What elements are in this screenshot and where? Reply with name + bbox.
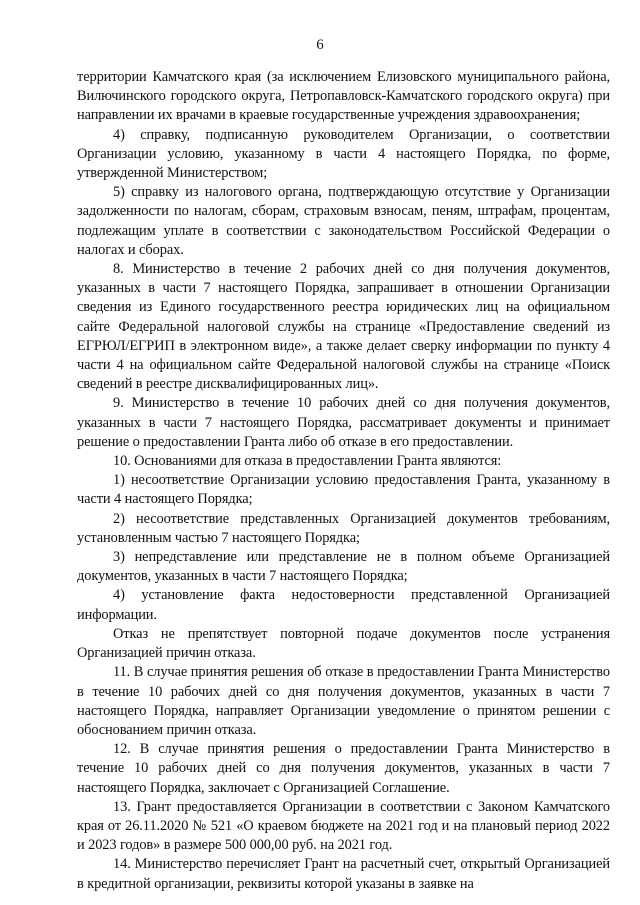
page-number: 6 (316, 37, 324, 53)
paragraph-continuation: территории Камчатского края (за исключением Елизовского муниципального района, Вилючинского городского округа, Петропавловск-Камчатского городского округа) при направлении их врачами в краевые государственные учреждения здравоохранения; (77, 69, 610, 124)
paragraph-refusal-reason-2: 2) несоответствие представленных Организацией документов требованиям, установленным частью 7 настоящего Порядка; (77, 510, 610, 546)
paragraph-refusal-note: Отказ не препятствует повторной подаче документов после устранения Организацией причин отказа. (77, 625, 610, 662)
paragraph-item-5-tax-certificate: 5) справку из налогового органа, подтверждающую отсутствие у Организации задолженности по налогам, сборам, страховым взносам, пеням, штрафам, процентам, подлежащим уплате в соответствии с законодательством Российской Федерации о налогах и сборах. (77, 184, 610, 258)
paragraph-section-13: 13. Грант предоставляется Организации в соответствии с Законом Камчатского края от 26.11.2020 № 521 «О краевом бюджете на 2021 год и на плановый период 2022 и 2023 годов» в размере 500 000,00 руб. на 2021 год. (77, 798, 610, 854)
paragraph-refusal-reason-3: 3) непредставление или представление не в полном объеме Организацией документов, указанных в части 7 настоящего Порядка; (77, 549, 610, 585)
paragraph-refusal-reason-4: 4) установление факта недостоверности представленной Организацией информации. (77, 587, 610, 623)
paragraph-section-14: 14. Министерство перечисляет Грант на расчетный счет, открытый Организацией в кредитной организации, реквизиты которой указаны в заявке на (77, 856, 610, 892)
document-body (77, 68, 610, 894)
paragraph-section-12: 12. В случае принятия решения о предоставлении Гранта Министерство в течение 10 рабочих дней со дня получения документов, указанных в части 7 настоящего Порядка, заключает с Организацией Соглашение. (77, 741, 610, 796)
paragraph-section-8: 8. Министерство в течение 2 рабочих дней со дня получения документов, указанных в части 7 настоящего Порядка, запрашивает в отношении Организации сведения из Единого государственного реестра юридических лиц на официальном сайте Федеральной налоговой службы на странице «Предоставление сведений из ЕГРЮЛ/ЕГРИП в электронном виде», а также делает сверку информации по пункту 4 части 4 на официальном сайте Федеральной налоговой службы на странице «Поиск сведений в реестре дисквалифицированных лиц». (77, 261, 610, 393)
paragraph-section-10: 10. Основаниями для отказа в предоставлении Гранта являются: (113, 453, 502, 470)
paragraph-section-11: 11. В случае принятия решения об отказе в предоставлении Гранта Министерство в течение 10 рабочих дней со дня получения документов, указанных в части 7 настоящего Порядка, направляет Организации уведомление о принятом решении с обоснованием причин отказа. (77, 664, 610, 738)
paragraph-refusal-reason-1: 1) несоответствие Организации условию предоставления Гранта, указанному в части 4 настоящего Порядка; (77, 472, 610, 508)
paragraph-section-9: 9. Министерство в течение 10 рабочих дней со дня получения документов, указанных в части 7 настоящего Порядка, рассматривает документы и принимает решение о предоставлении Гранта либо об отказе в его предоставлении. (77, 395, 610, 450)
paragraph-item-4-certificate: 4) справку, подписанную руководителем Организации, о соответствии Организации условию, указанному в части 4 настоящего Порядка, по форме, утвержденной Министерством; (77, 126, 610, 182)
